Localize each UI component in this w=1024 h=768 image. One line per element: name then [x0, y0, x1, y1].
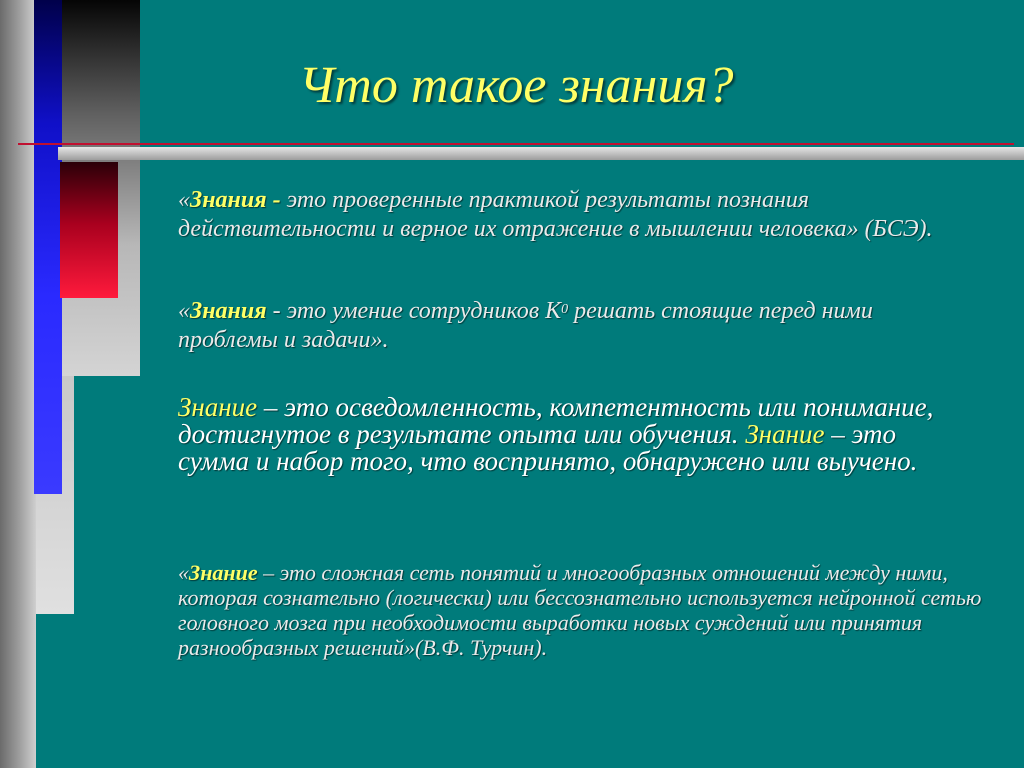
definition-text: это проверенные практикой результаты познания действительности и верное их отражение в мышлении человека» (БСЭ). — [178, 187, 933, 242]
term-znanie: Знание — [745, 419, 825, 449]
slide-title: Что такое знания? — [298, 57, 734, 114]
definition-employees — [178, 297, 938, 355]
red-block — [60, 162, 118, 298]
term-znaniya: Знания — [190, 187, 267, 213]
definition-awareness — [178, 394, 938, 475]
definition-turchin — [178, 560, 1024, 660]
definition-text-b: решать стоящие перед ними проблемы и задачи». — [178, 298, 873, 353]
quote-open: « — [178, 298, 190, 324]
quote-open: « — [178, 187, 190, 213]
definition-bse — [178, 186, 938, 244]
definition-text: – это сложная сеть понятий и многообразных отношений между ними, которая сознательно (логически) или бессознательно используется нейронной сетью головного мозга при необходимости выработки новых суждений или принятия разнообразных решений»(В.Ф. Турчин). — [178, 560, 982, 660]
left-gray-bar-1 — [0, 0, 18, 768]
superscript: 0 — [561, 302, 569, 317]
term-znaniya: Знания — [190, 298, 267, 324]
gray-divider-bar — [58, 147, 1024, 160]
term-znanie: Знание — [189, 560, 258, 585]
red-divider-line — [18, 143, 1014, 145]
definition-text-1: – это осведомленность, компетентность или понимание, достигнутое в результате опыта или обучения. — [178, 392, 934, 449]
quote-open: « — [178, 560, 189, 585]
definition-text-2: – это сумма и набор того, что воспринято, обнаружено или выучено. — [178, 419, 918, 476]
dash: - — [266, 187, 287, 213]
term-znanie: Знание — [178, 392, 258, 422]
definition-text-a: - это умение сотрудников К — [266, 298, 562, 324]
